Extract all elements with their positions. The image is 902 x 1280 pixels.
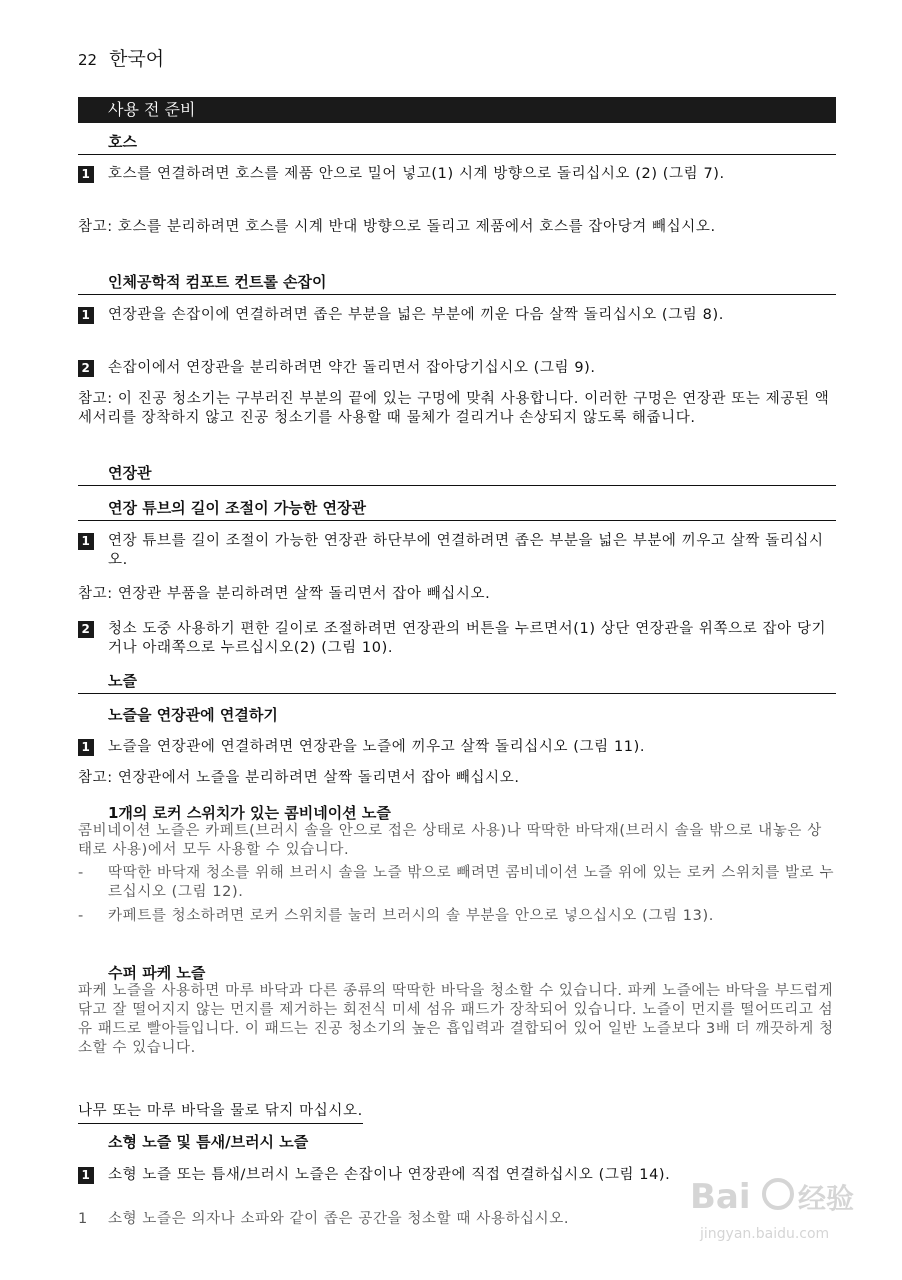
handle-heading: 인체공학적 컴포트 컨트롤 손잡이 (78, 271, 836, 295)
bullet-mark: - (78, 908, 84, 924)
svg-text:经验: 经验 (798, 1182, 855, 1215)
bullet-text: 딱딱한 바닥재 청소를 위해 브러시 솔을 노즐 밖으로 빼려면 콤비네이션 노즐 위에 있는 로커 스위치를 발로 누르십시오 (그림 12). (108, 865, 835, 900)
step-number: 1 (78, 1167, 94, 1184)
hose-heading: 호스 (78, 131, 836, 155)
tube-heading: 연장관 (78, 462, 836, 486)
baidu-watermark-logo (686, 1166, 856, 1256)
parquet-heading: 수퍼 파케 노즐 (108, 964, 206, 982)
combi-description: 콤비네이션 노즐은 카페트(브러시 솔을 안으로 접은 상태로 사용)나 딱딱한 바닥재(브러시 솔을 밖으로 내놓은 상태로 사용)에서 모두 사용할 수 있습니다. (78, 823, 822, 858)
step-text: 연장 튜브를 길이 조절이 가능한 연장관 하단부에 연결하려면 좁은 부분을 넓은 부분에 끼우고 살짝 돌리십시오. (108, 533, 824, 568)
nozzle-heading: 노즐 (78, 670, 836, 694)
item-number: 1 (78, 1211, 88, 1227)
small-nozzle-heading: 소형 노즐 및 틈새/브러시 노즐 (108, 1133, 309, 1151)
step-text: 손잡이에서 연장관을 분리하려면 약간 돌리면서 잡아당기십시오 (그림 9). (108, 360, 596, 376)
combi-heading: 1개의 로커 스위치가 있는 콤비네이션 노즐 (108, 804, 391, 822)
handle-step-2 (78, 359, 836, 378)
tube-step-1 (78, 532, 836, 570)
page-header (78, 44, 164, 74)
hose-note: 참고: 호스를 분리하려면 호스를 시계 반대 방향으로 돌리고 제품에서 호스를 잡아당겨 빼십시오. (78, 219, 716, 235)
hose-step-1 (78, 165, 836, 184)
combi-bullet-1 (78, 864, 836, 902)
bullet-text: 카페트를 청소하려면 로커 스위치를 눌러 브러시의 솔 부분을 안으로 넣으십시오 (그림 13). (108, 908, 714, 924)
svg-text:jingyan.baidu.com: jingyan.baidu.com (700, 1226, 830, 1242)
tube-subheading: 연장 튜브의 길이 조절이 가능한 연장관 (78, 497, 836, 521)
parquet-description: 파케 노즐을 사용하면 마루 바닥과 다른 종류의 딱딱한 바닥을 청소할 수 있습니다. 파케 노즐에는 바닥을 부드럽게 닦고 잘 떨어지지 않는 먼지를 제거하는 회전식 미세 섬유 패드가 장착되어 있습니다. 노즐이 먼지를 떨어뜨리고 섬유 패드로 빨아들입니다. 이 패드는 진공 청소기의 높은 흡입력과 결합되어 있어 일반 노즐보다 3배 더 깨끗하게 청소할 수 있습니다. (78, 983, 834, 1056)
step-text: 소형 노즐 또는 틈새/브러시 노즐은 손잡이나 연장관에 직접 연결하십시오 (그림 14). (108, 1167, 671, 1183)
parquet-warning: 나무 또는 마루 바닥을 물로 닦지 마십시오. (78, 1102, 363, 1124)
step-number: 1 (78, 307, 94, 324)
bullet-mark: - (78, 865, 84, 881)
nozzle-step-1 (78, 738, 836, 757)
step-number: 1 (78, 739, 94, 756)
tube-step-2 (78, 620, 836, 658)
page-number: 22 (78, 51, 98, 69)
nozzle-subheading: 노즐을 연장관에 연결하기 (108, 706, 278, 724)
tube-note: 참고: 연장관 부품을 분리하려면 살짝 돌리면서 잡아 빼십시오. (78, 586, 491, 602)
step-text: 노즐을 연장관에 연결하려면 연장관을 노즐에 끼우고 살짝 돌리십시오 (그림 11). (108, 739, 646, 755)
language-title: 한국어 (109, 48, 165, 70)
handle-step-1 (78, 306, 836, 325)
nozzle-note: 참고: 연장관에서 노즐을 분리하려면 살짝 돌리면서 잡아 빼십시오. (78, 770, 520, 786)
svg-text:Bai: Bai (690, 1177, 751, 1217)
step-text: 호스를 연결하려면 호스를 제품 안으로 밀어 넣고(1) 시계 방향으로 돌리십시오 (2) (그림 7). (108, 166, 725, 182)
step-number: 2 (78, 621, 94, 638)
handle-note: 참고: 이 진공 청소기는 구부러진 부분의 끝에 있는 구멍에 맞춰 사용합니다. 이러한 구멍은 연장관 또는 제공된 액세서리를 장착하지 않고 진공 청소기를 사용할 때 물체가 걸리거나 손상되지 않도록 해줍니다. (78, 391, 830, 426)
step-number: 1 (78, 166, 94, 183)
step-text: 청소 도중 사용하기 편한 길이로 조절하려면 연장관의 버튼을 누르면서(1) 상단 연장관을 위쪽으로 잡아 당기거나 아래쪽으로 누르십시오(2) (그림 10). (108, 621, 827, 656)
step-number: 2 (78, 360, 94, 377)
combi-bullet-2 (78, 907, 836, 926)
item-text: 소형 노즐은 의자나 소파와 같이 좁은 공간을 청소할 때 사용하십시오. (108, 1211, 570, 1227)
step-text: 연장관을 손잡이에 연결하려면 좁은 부분을 넓은 부분에 끼운 다음 살짝 돌리십시오 (그림 8). (108, 307, 724, 323)
section-title: 사용 전 준비 (78, 97, 836, 123)
step-number: 1 (78, 533, 94, 550)
